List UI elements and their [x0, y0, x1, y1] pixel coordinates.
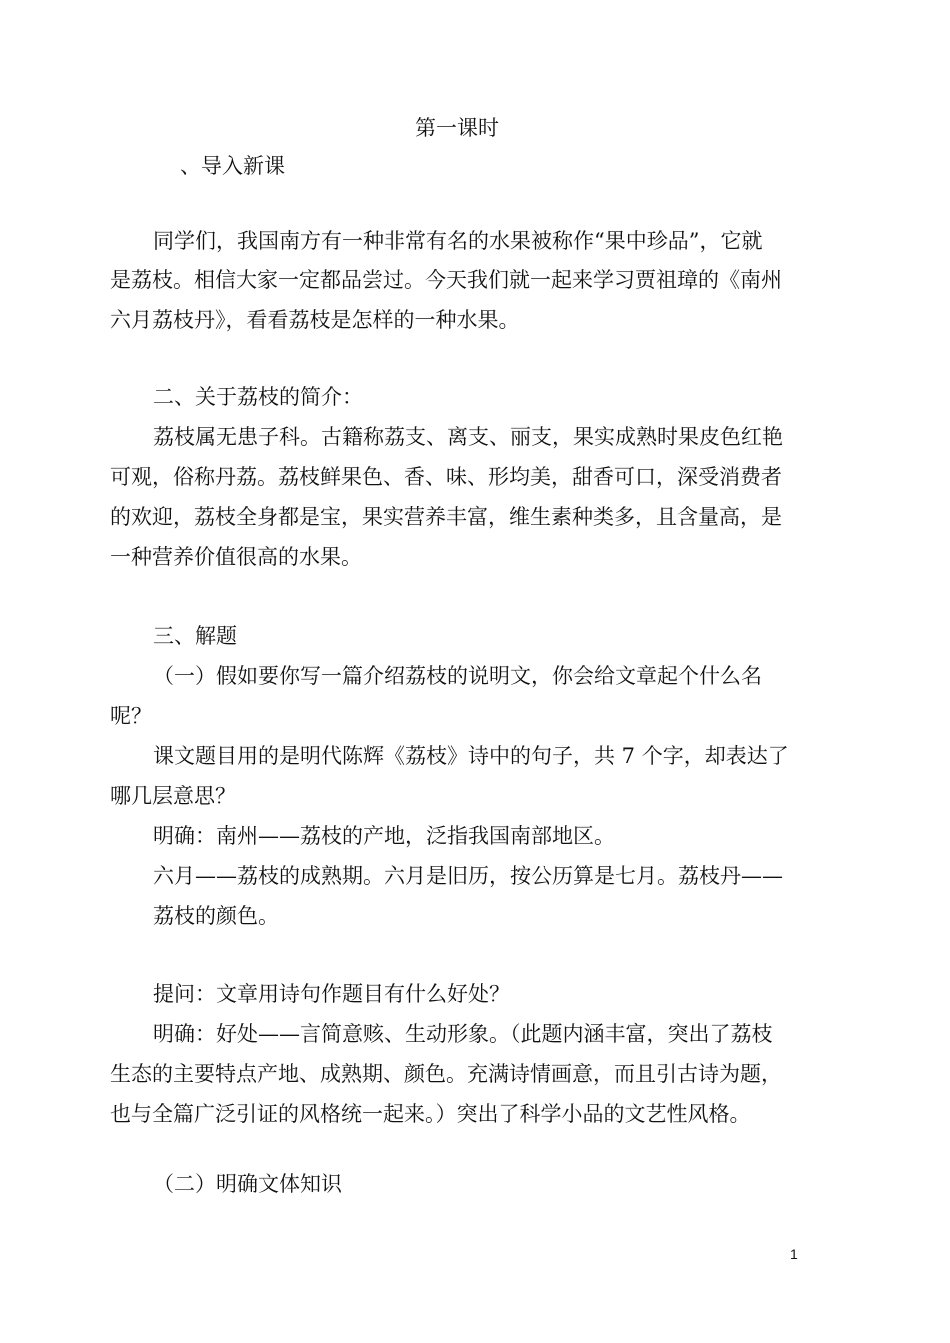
paragraph-line: 是荔枝。相信大家一定都品尝过。今天我们就一起来学习贾祖璋的《南州: [110, 268, 782, 292]
paragraph-line: 六月——荔枝的成熟期。六月是旧历，按公历算是七月。荔枝丹——: [153, 864, 783, 888]
page-number: 1: [790, 1246, 798, 1262]
paragraph-line: 明确：南州——荔枝的产地，泛指我国南部地区。: [153, 824, 615, 848]
paragraph-line: 荔枝的颜色。: [153, 904, 279, 928]
section-heading-intro: 、导入新课: [180, 154, 285, 178]
paragraph-line: 可观，俗称丹荔。荔枝鲜果色、香、味、形均美，甜香可口，深受消费者: [110, 465, 782, 489]
question-line: 提问：文章用诗句作题目有什么好处？: [153, 982, 510, 1006]
paragraph-line: 哪几层意思？: [110, 784, 236, 808]
paragraph-line: 六月荔枝丹》，看看荔枝是怎样的一种水果。: [110, 308, 520, 332]
paragraph-line: 同学们，我国南方有一种非常有名的水果被称作“果中珍品”，它就: [153, 229, 763, 253]
paragraph-line: 呢？: [110, 704, 152, 728]
paragraph-line: 课文题目用的是明代陈辉《荔枝》诗中的句子，共 7 个字，却表达了: [153, 744, 789, 768]
sub-heading-genre: （二）明确文体知识: [153, 1172, 342, 1196]
paragraph-line: （一）假如要你写一篇介绍荔枝的说明文，你会给文章起个什么名: [153, 664, 762, 688]
paragraph-line: 生态的主要特点产地、成熟期、颜色。充满诗情画意，而且引古诗为题，: [110, 1062, 782, 1086]
section-heading-intro-litchi: 二、关于荔枝的简介：: [153, 385, 363, 409]
section-heading-title-analysis: 三、解题: [153, 624, 237, 648]
paragraph-line: 一种营养价值很高的水果。: [110, 545, 362, 569]
paragraph-line: 的欢迎，荔枝全身都是宝，果实营养丰富，维生素种类多，且含量高，是: [110, 505, 782, 529]
paragraph-line: 荔枝属无患子科。古籍称荔支、离支、丽支，果实成熟时果皮色红艳: [153, 425, 783, 449]
paragraph-line: 也与全篇广泛引证的风格统一起来。）突出了科学小品的文艺性风格。: [110, 1102, 751, 1126]
paragraph-line: 明确：好处——言简意赅、生动形象。（此题内涵丰富，突出了荔枝: [153, 1022, 773, 1046]
lesson-title: 第一课时: [415, 116, 499, 140]
